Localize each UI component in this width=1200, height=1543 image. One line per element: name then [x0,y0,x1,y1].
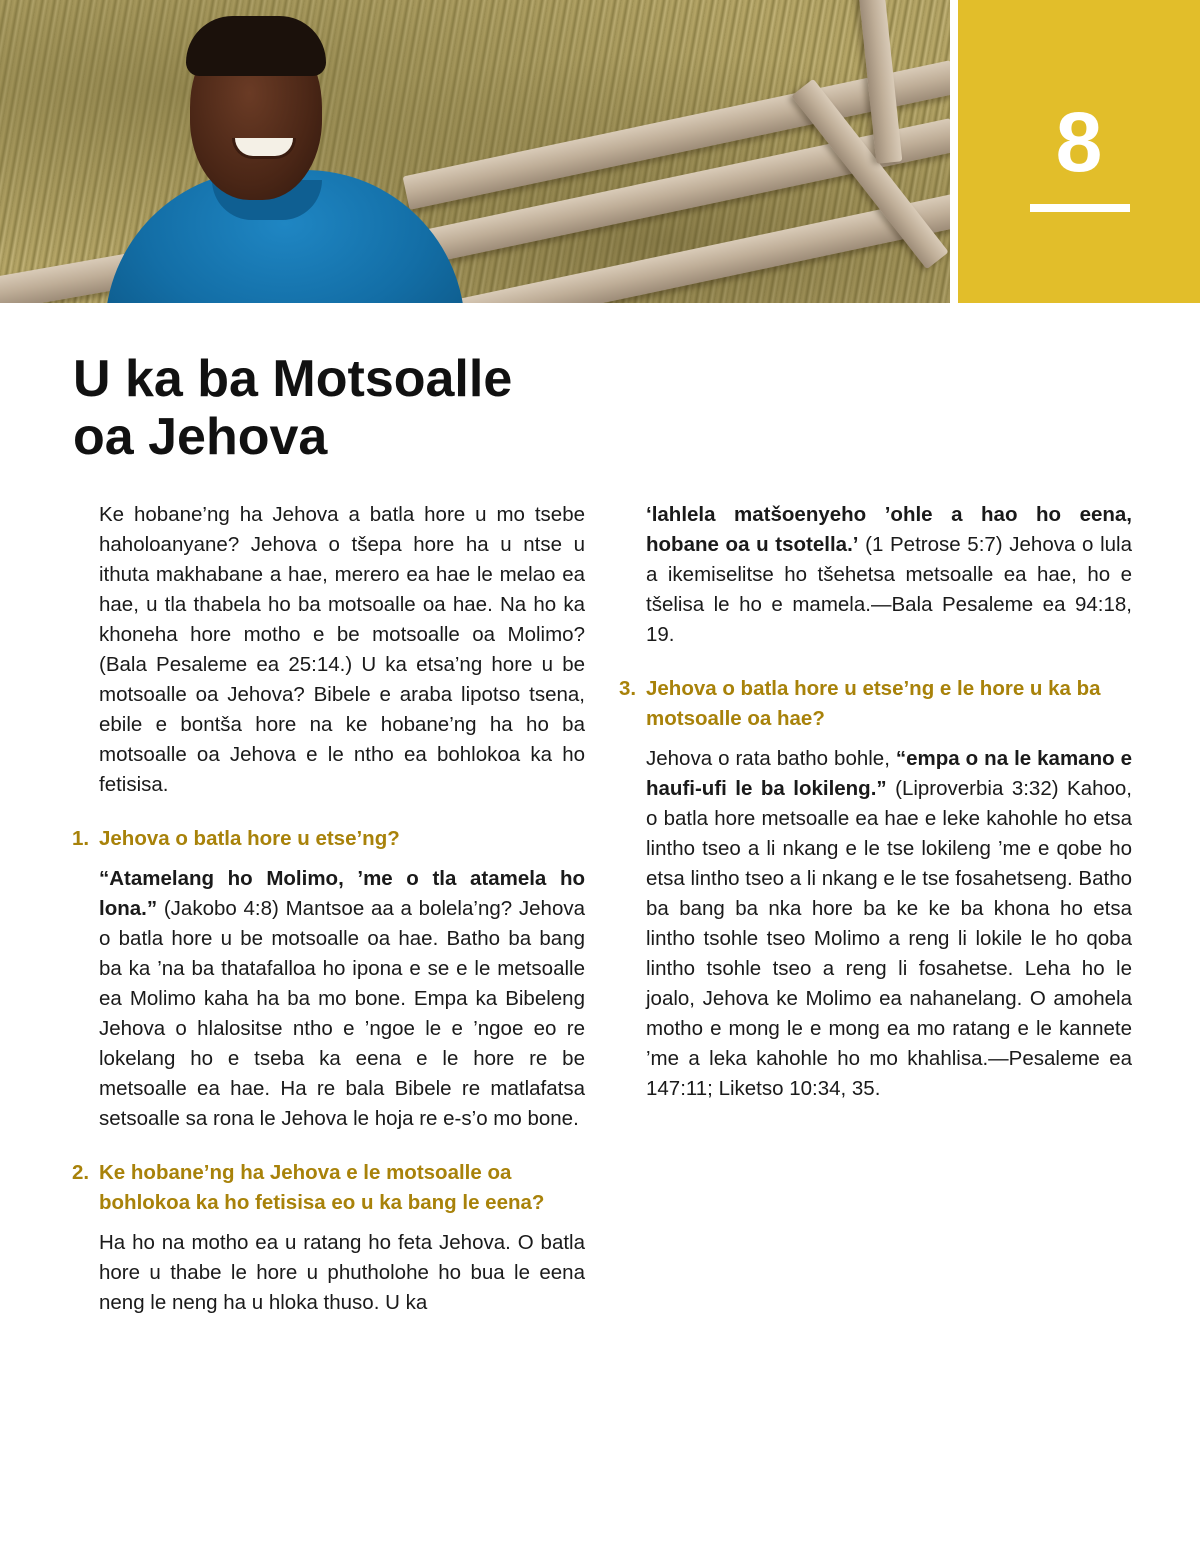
title-line: oa Jehova [73,408,328,466]
intro-paragraph: Ke hobane’ng ha Jehova a batla hore u mo tsebe haholoanyane? Jehova o tšepa hore ha u ntse u ithuta makhabane a hae, merero ea hae le melao ea hae, u tla thabela ho ba motsoalle oa hae. Na ho ka khoneha hore motho e be motsoalle oa Molimo? (Bala Pesaleme ea 25:14.) U ka etsa’ng hore u be motsoalle oa Jehova? Bibele e araba lipotso tsena, ebile e bontša hore na ke hobane’ng ha ho ba motsoalle oa Jehova e le ntho ea bohlokoa ka ho fetisisa. [99,503,585,796]
scripture-quote: “Atamelang ho Molimo, ’me o tla atamela ho lona.” [99,867,585,920]
person-hair [186,16,326,76]
question-number: 2. [72,1161,90,1184]
page-title [73,350,633,466]
title-line: U ka ba Motsoalle [73,350,513,408]
chapter-rule [1030,204,1130,212]
answer-paragraph [99,864,585,1134]
question-text: Jehova o batla hore u etse’ng e le hore u ka ba motsoalle oa hae? [646,677,1101,730]
answer-text: (Liproverbia 3:32) Kahoo, o batla hore metsoalle ea hae e leke kahohle ho etsa lintho tseo a li nkang e le tse lokileng ’me e qobe ho etsa lintho tseo a li nkang e le tse fosahetseng. Batho ba bang ba nka hore ba ke ke ba khona ho etsa lintho tsohle tseo Molimo a reng li lokile le ho qoba lintho tsohle tseo a reng li fosahetse. Leha ho le joalo, Jehova ke Molimo ea nahanelang. O amohela motho e mong le e mong ea mo ratang e le kannete ’me a leka kahohle ho mo khahlisa.—Pesaleme ea 147:11; Liketso 10:34, 35. [646,777,1132,1100]
scripture-quote: “empa o na le kamano e haufi-ufi le ba lokileng.” [646,747,1133,800]
header-photo [0,0,950,303]
question-heading [72,1158,585,1218]
answer-text: (Jakobo 4:8) Mantsoe aa a bolela’ng? Jehova o batla hore u be motsoalle oa hae. Batho ba bang ba ka ’na ba thatafalloa ho ipona e se e le metsoalle ea Molimo kaha ha ba mo bone. Empa ka Bibeleng Jehova o hlalositse ntho e ’ngoe le e ’ngoe eo re lokelang ho e tseba ka eena e le hore re be metsoalle ea hae. Ha re bala Bibele re matlafatsa setsoalle sa rona le Jehova le hoja re e-s’o mo bone. [99,897,585,1130]
answer-text: Jehova o rata batho bohle, [646,747,896,770]
question-heading [72,824,585,854]
answer-paragraph [646,744,1132,1104]
chapter-badge [958,0,1200,303]
answer-text: Ha ho na motho ea u ratang ho feta Jehova. O batla hore u thabe le hore u phutholohe ho bua le eena neng le neng ha u hloka thuso. U ka [99,1231,585,1314]
question-text: Ke hobane’ng ha Jehova e le motsoalle oa bohlokoa ka ho fetisisa eo u ka bang le eena? [99,1161,545,1214]
answer-text: (1 Petrose 5:7) Jehova o lula a ikemiselitse ho tšehetsa metsoalle ea hae, ho e tšelisa le ho e mamela.—Bala Pesaleme ea 94:18, 19. [646,533,1132,646]
left-column [72,500,585,1318]
right-column [619,500,1133,1104]
answer-paragraph [99,1228,585,1318]
scripture-quote: ‘lahlela matšoenyeho ’ohle a hao ho eena, hobane oa u tsotella.’ [646,503,1132,556]
chapter-number: 8 [1055,95,1103,189]
question-text: Jehova o batla hore u etse’ng? [99,827,400,850]
answer-paragraph-continued [646,500,1132,650]
question-number: 3. [619,677,637,700]
question-number: 1. [72,827,90,850]
question-heading [619,674,1132,734]
